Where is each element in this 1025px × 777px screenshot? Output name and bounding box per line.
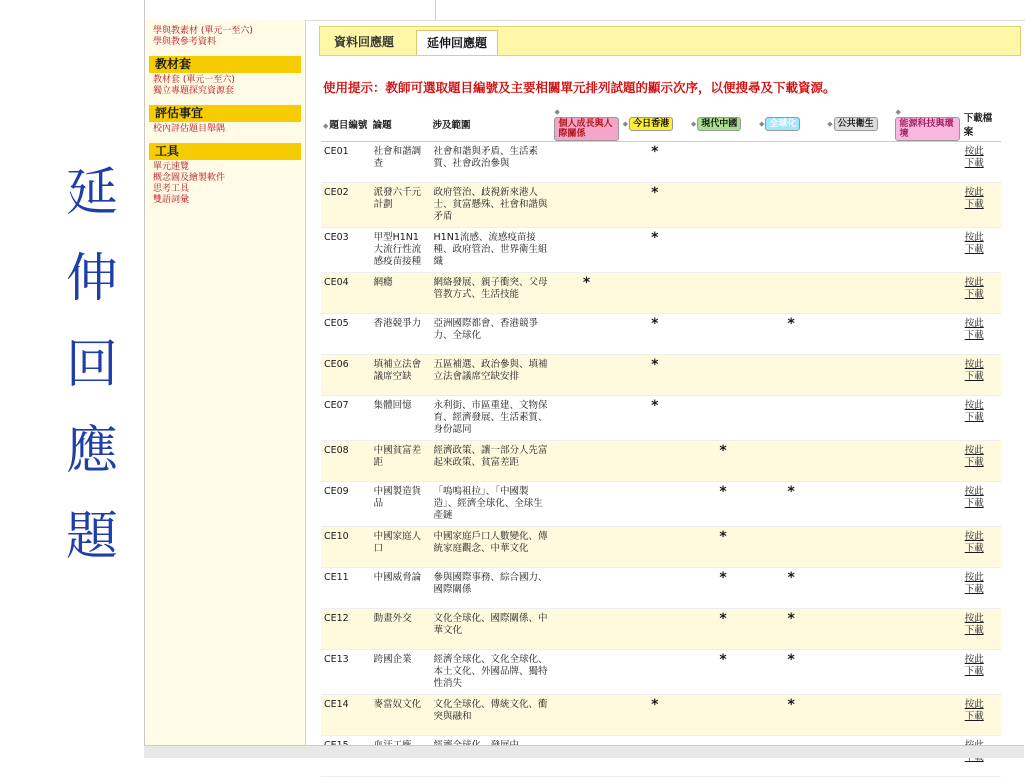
table-row <box>321 482 1001 527</box>
cell-id: CE01 <box>321 142 371 183</box>
mark-star-icon: * <box>787 611 795 627</box>
usage-hint: 使用提示：教師可選取題目編號及主要相關單元排列試題的顯示次序，以便搜尋及下載資源。 <box>323 80 836 95</box>
cell-id: CE10 <box>321 527 371 568</box>
cell-module <box>893 142 961 183</box>
cell-module <box>552 142 620 183</box>
cell-download <box>962 355 1001 396</box>
cell-module <box>893 273 961 314</box>
module-pill: 現代中國 <box>697 117 741 131</box>
cell-topic: 麥當奴文化 <box>371 695 431 736</box>
download-link[interactable]: 下載 <box>964 543 984 554</box>
table-row <box>321 228 1001 273</box>
cell-scope: 經濟全球化、文化全球化、本土文化、外國品牌、獨特性消失 <box>431 650 553 695</box>
header-module[interactable]: ◆ 現代中國 <box>689 106 757 142</box>
module-pill: 今日香港 <box>629 117 673 131</box>
table-row <box>321 609 1001 650</box>
download-link[interactable]: 按此 <box>964 486 984 497</box>
cell-download <box>962 609 1001 650</box>
download-link[interactable]: 下載 <box>964 244 984 255</box>
cell-topic: 集體回憶 <box>371 396 431 441</box>
header-module[interactable]: ◆個人成長與人際關係 <box>552 106 620 142</box>
header-module[interactable]: ◆ 公共衛生 <box>825 106 893 142</box>
mark-star-icon: * <box>787 652 795 668</box>
slide-title-char: 應 <box>65 421 118 481</box>
cell-module <box>689 183 757 228</box>
download-link[interactable]: 下載 <box>964 330 984 341</box>
cell-module <box>757 695 825 736</box>
mark-star-icon: * <box>651 144 659 160</box>
cell-module <box>621 568 689 609</box>
sidebar-heading: 評估事宜 <box>149 105 301 122</box>
cell-module <box>893 650 961 695</box>
tab-bar <box>319 26 1021 56</box>
header-id[interactable]: ◆題目編號 <box>321 106 371 142</box>
cell-topic: 甲型H1N1大流行性流感疫苗接種 <box>371 228 431 273</box>
cell-module <box>825 183 893 228</box>
cell-module <box>825 568 893 609</box>
sidebar-link[interactable]: 校內評估題目舉隅 <box>153 124 226 134</box>
table-row <box>321 527 1001 568</box>
cell-module <box>757 355 825 396</box>
header-module[interactable]: ◆能源科技與環境 <box>893 106 961 142</box>
cell-module <box>689 396 757 441</box>
browser-window <box>144 0 1025 745</box>
cell-id: CE04 <box>321 273 371 314</box>
table-row <box>321 142 1001 183</box>
cell-download <box>962 441 1001 482</box>
cell-topic: 社會和諧調查 <box>371 142 431 183</box>
cell-module <box>621 695 689 736</box>
cell-download <box>962 396 1001 441</box>
cell-id: CE11 <box>321 568 371 609</box>
module-pill: 公共衛生 <box>834 117 878 131</box>
slide-title-char: 伸 <box>65 249 118 309</box>
cell-module <box>552 650 620 695</box>
cell-module <box>757 650 825 695</box>
mark-star-icon: * <box>651 357 659 373</box>
cell-module <box>689 695 757 736</box>
mark-star-icon: * <box>651 230 659 246</box>
mark-star-icon: * <box>651 316 659 332</box>
sidebar-link[interactable]: 學與教參考資料 <box>153 37 217 47</box>
cell-module <box>757 441 825 482</box>
cell-module <box>757 527 825 568</box>
header-scope: 涉及範圍 <box>431 106 553 142</box>
cell-module <box>552 609 620 650</box>
sidebar-link[interactable]: 學與教素材 (單元一至六) <box>153 26 253 36</box>
cell-id: CE09 <box>321 482 371 527</box>
cell-module <box>689 568 757 609</box>
cell-module <box>552 183 620 228</box>
cell-module <box>552 355 620 396</box>
sidebar-link[interactable]: 教材套 (單元一至六) <box>153 75 235 85</box>
cell-module <box>757 273 825 314</box>
cell-scope: 亞洲國際都會、香港競爭力、全球化 <box>431 314 553 355</box>
slide-title-char: 回 <box>65 335 118 395</box>
mark-star-icon: * <box>719 484 727 500</box>
table-row <box>321 568 1001 609</box>
cell-topic: 網癮 <box>371 273 431 314</box>
cell-topic: 中國製造貨品 <box>371 482 431 527</box>
cell-module <box>825 142 893 183</box>
cell-module <box>825 441 893 482</box>
cell-module <box>825 482 893 527</box>
cell-id: CE03 <box>321 228 371 273</box>
cell-download <box>962 228 1001 273</box>
cell-scope: 參與國際事務、綜合國力、國際關係 <box>431 568 553 609</box>
cell-module <box>621 314 689 355</box>
table-row <box>321 355 1001 396</box>
sidebar-link[interactable]: 獨立專題探究資源套 <box>153 86 235 96</box>
mark-star-icon: * <box>719 570 727 586</box>
cell-module <box>552 527 620 568</box>
cell-module <box>621 183 689 228</box>
table-row <box>321 695 1001 736</box>
download-link[interactable]: 下載 <box>964 711 984 722</box>
cell-id: CE12 <box>321 609 371 650</box>
cell-module <box>893 396 961 441</box>
table-row <box>321 314 1001 355</box>
mark-star-icon: * <box>787 316 795 332</box>
cell-id: CE06 <box>321 355 371 396</box>
cell-download <box>962 273 1001 314</box>
cell-download <box>962 527 1001 568</box>
tab-extended-response[interactable]: 延伸回應題 <box>416 30 498 55</box>
cell-module <box>621 650 689 695</box>
cell-topic: 香港競爭力 <box>371 314 431 355</box>
mark-star-icon: * <box>719 652 727 668</box>
header-module[interactable]: ◆ 全球化 <box>757 106 825 142</box>
cell-module <box>621 142 689 183</box>
download-link[interactable]: 按此 <box>964 445 984 456</box>
download-link[interactable]: 按此 <box>964 531 984 542</box>
cell-module <box>552 695 620 736</box>
sidebar-link[interactable]: 單元速覽 <box>153 162 190 172</box>
cell-id: CE02 <box>321 183 371 228</box>
download-link[interactable]: 下載 <box>964 625 984 636</box>
cell-id: CE07 <box>321 396 371 441</box>
sidebar-link[interactable]: 概念圖及繪製軟件 <box>153 173 226 183</box>
sidebar-link[interactable]: 雙語詞彙 <box>153 195 190 205</box>
cell-module <box>757 482 825 527</box>
cell-scope: 政府管治、歧視新來港人士、貧富懸殊、社會和諧與矛盾 <box>431 183 553 228</box>
header-topic: 論題 <box>371 106 431 142</box>
question-table <box>321 106 1001 777</box>
cell-module <box>552 441 620 482</box>
cell-topic: 填補立法會議席空缺 <box>371 355 431 396</box>
table-header-row <box>321 106 1001 142</box>
table-row <box>321 183 1001 228</box>
cell-module <box>689 609 757 650</box>
cell-module <box>757 396 825 441</box>
download-link[interactable]: 下載 <box>964 158 984 169</box>
cell-module <box>893 441 961 482</box>
cell-module <box>757 183 825 228</box>
cell-scope: 經濟政策、讓一部分人先富起來政策、貧富差距 <box>431 441 553 482</box>
cell-scope: 五區補選、政治參與、填補立法會議席空缺安排 <box>431 355 553 396</box>
cell-module <box>757 314 825 355</box>
cell-module <box>757 142 825 183</box>
mark-star-icon: * <box>787 697 795 713</box>
download-link[interactable]: 下載 <box>964 666 984 677</box>
horizontal-scrollbar[interactable] <box>144 745 1024 758</box>
cell-download <box>962 482 1001 527</box>
mark-star-icon: * <box>651 697 659 713</box>
cell-scope: 社會和諧與矛盾、生活素質、社會政治參與 <box>431 142 553 183</box>
mark-star-icon: * <box>651 185 659 201</box>
tab-data-response[interactable]: 資料回應題 <box>334 35 395 49</box>
cell-module <box>621 273 689 314</box>
cell-id: CE05 <box>321 314 371 355</box>
cell-module <box>621 441 689 482</box>
mark-star-icon: * <box>719 529 727 545</box>
table-row <box>321 441 1001 482</box>
cell-module <box>825 650 893 695</box>
header-download: 下載檔案 <box>962 106 1001 142</box>
download-link[interactable]: 按此 <box>964 400 984 411</box>
table-row <box>321 396 1001 441</box>
slide-title-char: 題 <box>65 507 118 567</box>
cell-module <box>825 527 893 568</box>
cell-module <box>825 396 893 441</box>
cell-module <box>689 527 757 568</box>
cell-download <box>962 568 1001 609</box>
cell-module <box>757 568 825 609</box>
cell-topic: 動畫外交 <box>371 609 431 650</box>
cell-module <box>825 355 893 396</box>
slide-title-char: 延 <box>65 163 118 223</box>
mark-star-icon: * <box>787 570 795 586</box>
cell-module <box>552 228 620 273</box>
cell-module <box>621 482 689 527</box>
cell-scope: 文化全球化、傳統文化、衝突與融和 <box>431 695 553 736</box>
cell-module <box>825 273 893 314</box>
cell-download <box>962 650 1001 695</box>
cell-module <box>621 609 689 650</box>
cell-scope: 「嗚嗚祖拉」、「中國製造」、經濟全球化、全球生產鏈 <box>431 482 553 527</box>
cell-scope: 中國家庭戶口人數變化、傳統家庭觀念、中華文化 <box>431 527 553 568</box>
download-link[interactable]: 按此 <box>964 277 984 288</box>
cell-module <box>757 609 825 650</box>
cell-module <box>552 314 620 355</box>
cell-module <box>621 228 689 273</box>
mark-star-icon: * <box>582 275 591 291</box>
cell-id: CE14 <box>321 695 371 736</box>
table-row <box>321 650 1001 695</box>
sidebar-heading: 工具 <box>149 143 301 160</box>
download-link[interactable]: 按此 <box>964 699 984 710</box>
sidebar-heading: 教材套 <box>149 56 301 73</box>
cell-module <box>689 142 757 183</box>
cell-module <box>621 527 689 568</box>
cell-module <box>893 695 961 736</box>
module-pill: 個人成長與人際關係 <box>554 117 618 141</box>
cell-topic: 中國威脅論 <box>371 568 431 609</box>
cell-module <box>689 482 757 527</box>
cell-module <box>825 609 893 650</box>
mark-star-icon: * <box>719 443 727 459</box>
cell-scope: 網絡發展、親子衝突、父母管教方式、生活技能 <box>431 273 553 314</box>
slide-title <box>52 150 132 580</box>
sidebar <box>145 20 306 745</box>
download-link[interactable]: 按此 <box>964 613 984 624</box>
download-link[interactable]: 按此 <box>964 146 984 157</box>
header-module[interactable]: ◆ 今日香港 <box>621 106 689 142</box>
cell-module <box>893 355 961 396</box>
cell-module <box>689 355 757 396</box>
cell-scope: 文化全球化、國際關係、中華文化 <box>431 609 553 650</box>
mark-star-icon: * <box>787 484 795 500</box>
download-link[interactable]: 按此 <box>964 318 984 329</box>
download-link[interactable]: 按此 <box>964 359 984 370</box>
cell-download <box>962 183 1001 228</box>
cell-module <box>689 650 757 695</box>
cell-module <box>552 273 620 314</box>
cell-module <box>552 396 620 441</box>
module-pill: 全球化 <box>765 117 800 131</box>
cell-module <box>621 355 689 396</box>
cell-id: CE13 <box>321 650 371 695</box>
cell-download <box>962 314 1001 355</box>
cell-topic: 派發六千元計劃 <box>371 183 431 228</box>
download-link[interactable]: 按此 <box>964 187 984 198</box>
cell-module <box>893 568 961 609</box>
download-link[interactable]: 下載 <box>964 457 984 468</box>
cell-module <box>552 568 620 609</box>
cell-module <box>689 441 757 482</box>
main-content <box>315 20 1025 745</box>
cell-topic: 中國家庭人口 <box>371 527 431 568</box>
download-link[interactable]: 按此 <box>964 232 984 243</box>
download-link[interactable]: 下載 <box>964 584 984 595</box>
cell-module <box>893 609 961 650</box>
cell-module <box>825 314 893 355</box>
cell-module <box>689 273 757 314</box>
cell-module <box>689 228 757 273</box>
cell-module <box>757 228 825 273</box>
download-link[interactable]: 下載 <box>964 371 984 382</box>
browser-topbar <box>145 0 1025 21</box>
cell-module <box>825 695 893 736</box>
mark-star-icon: * <box>651 398 659 414</box>
table-row <box>321 273 1001 314</box>
sidebar-link[interactable]: 思考工具 <box>153 184 190 194</box>
cell-download <box>962 695 1001 736</box>
module-pill: 能源科技與環境 <box>895 117 959 141</box>
cell-module <box>893 527 961 568</box>
cell-scope: H1N1流感、流感疫苗接種、政府管治、世界衛生組織 <box>431 228 553 273</box>
cell-module <box>552 482 620 527</box>
cell-scope: 永利街、市區重建、文物保育、經濟發展、生活素質、身份認同 <box>431 396 553 441</box>
cell-module <box>621 396 689 441</box>
cell-module <box>825 228 893 273</box>
download-link[interactable]: 按此 <box>964 572 984 583</box>
download-link[interactable]: 下載 <box>964 199 984 210</box>
download-link[interactable]: 按此 <box>964 654 984 665</box>
cell-download <box>962 142 1001 183</box>
mark-star-icon: * <box>719 611 727 627</box>
cell-id: CE08 <box>321 441 371 482</box>
download-link[interactable]: 下載 <box>964 289 984 300</box>
cell-topic: 中國貧富差距 <box>371 441 431 482</box>
cell-module <box>893 183 961 228</box>
download-link[interactable]: 下載 <box>964 412 984 423</box>
cell-module <box>893 482 961 527</box>
cell-module <box>893 228 961 273</box>
cell-module <box>689 314 757 355</box>
cell-module <box>893 314 961 355</box>
download-link[interactable]: 下載 <box>964 498 984 509</box>
cell-topic: 跨國企業 <box>371 650 431 695</box>
